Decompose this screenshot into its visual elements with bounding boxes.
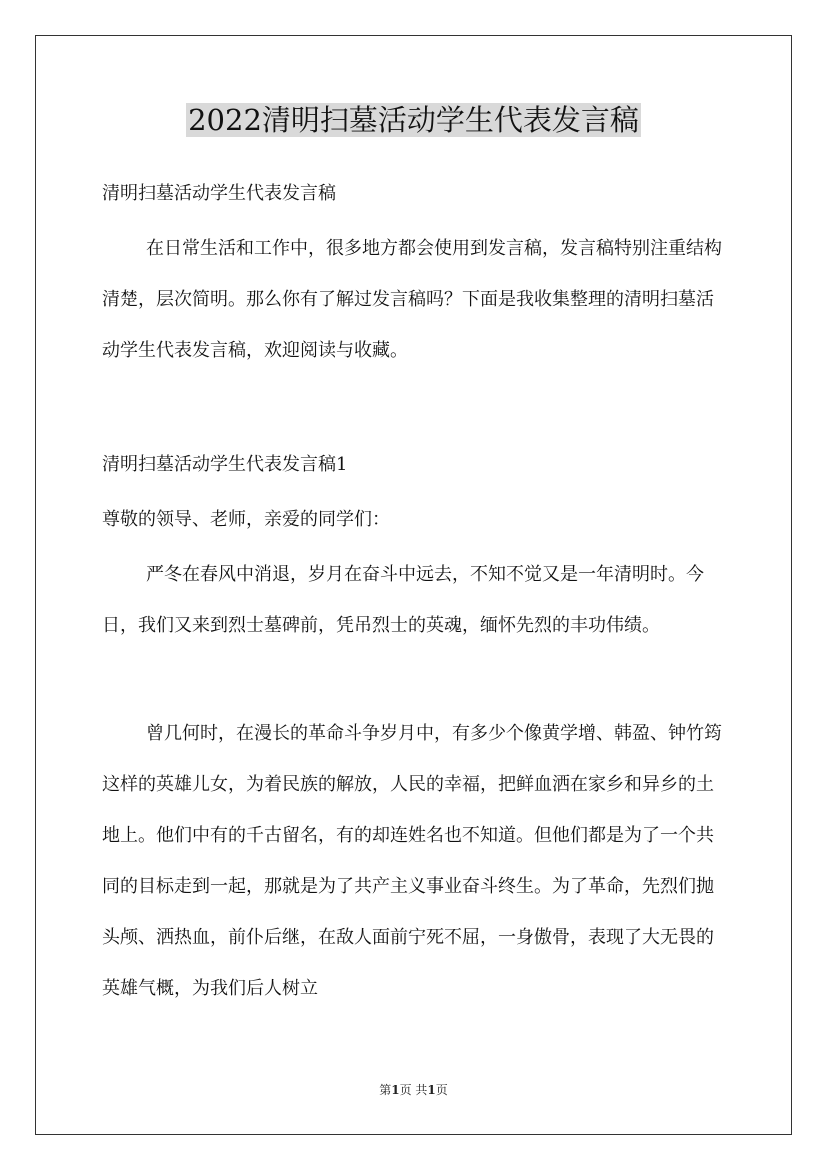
- document-subtitle: 清明扫墓活动学生代表发言稿: [102, 183, 336, 204]
- footer-page-current: 1: [391, 1083, 400, 1097]
- footer-page-suffix: 页: [435, 1083, 448, 1097]
- footer-page-mid: 页 共: [399, 1083, 428, 1097]
- salutation: 尊敬的领导、老师，亲爱的同学们：: [102, 509, 390, 530]
- document-title: [0, 96, 827, 144]
- section-heading: 清明扫墓活动学生代表发言稿1: [102, 454, 348, 475]
- paragraph-1: 严冬在春风中消退，岁月在奋斗中远去，不知不觉又是一年清明时。今日，我们又来到烈士墓碑前，凭吊烈士的英魂，缅怀先烈的丰功伟绩。: [102, 564, 704, 636]
- footer-page-total: 1: [427, 1083, 436, 1097]
- paragraph-2: 曾几何时，在漫长的革命斗争岁月中，有多少个像黄学增、韩盈、钟竹筠这样的英雄儿女，为着民族的解放，人民的幸福，把鲜血洒在家乡和异乡的土地上。他们中有的千古留名，有的却连姓名也不知道。但他们都是为了一个共同的目标走到一起，那就是为了共产主义事业奋斗终生。为了革命，先烈们抛头颅、洒热血，前仆后继，在敌人面前宁死不屈，一身傲骨，表现了大无畏的英雄气概，为我们后人树立: [102, 723, 722, 999]
- page-footer: [0, 1080, 827, 1100]
- intro-paragraph: 在日常生活和工作中，很多地方都会使用到发言稿，发言稿特别注重结构清楚，层次简明。那么你有了解过发言稿吗？下面是我收集整理的清明扫墓活动学生代表发言稿，欢迎阅读与收藏。: [102, 238, 722, 361]
- footer-page-prefix: 第: [379, 1083, 392, 1097]
- document-title-text: 2022清明扫墓活动学生代表发言稿: [188, 103, 639, 137]
